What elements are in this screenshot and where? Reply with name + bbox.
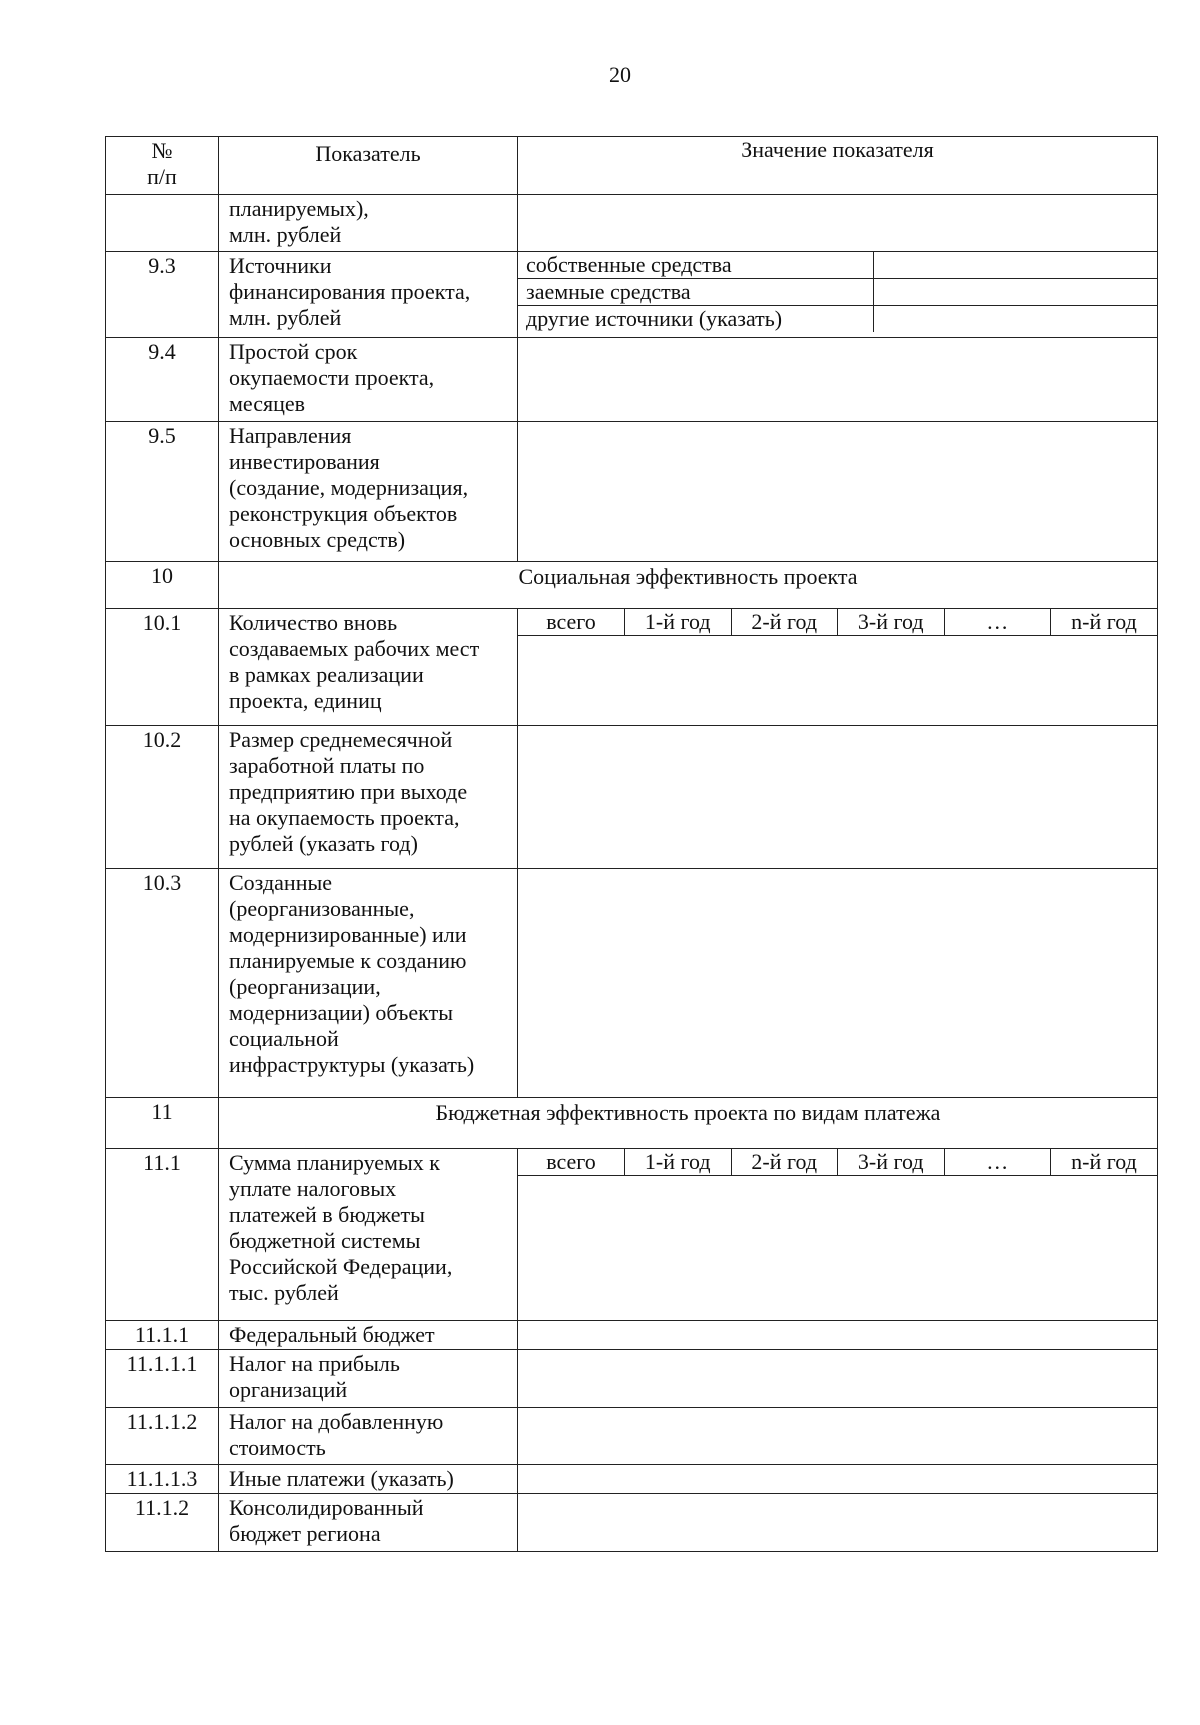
row-indicator: Направления инвестирования (создание, модернизация, реконструкция объектов основных средств) — [219, 422, 518, 562]
row-num: 11.1.1 — [106, 1321, 219, 1350]
row-num: 9.3 — [106, 252, 219, 338]
row-indicator: Простой срок окупаемости проекта, месяцев — [219, 338, 518, 422]
row-num: 10 — [106, 562, 219, 609]
section-row — [106, 1098, 1158, 1149]
table-row — [106, 338, 1158, 422]
yearly-values — [518, 1350, 1158, 1408]
year-header-1: 1-й год — [625, 1149, 732, 1175]
year-header-n: n-й год — [1051, 609, 1158, 635]
value-cell — [518, 635, 625, 636]
page-number: 20 — [609, 62, 631, 87]
row-indicator: Консолидированный бюджет региона — [219, 1494, 518, 1552]
table-row — [106, 1350, 1158, 1408]
row-num: 11 — [106, 1098, 219, 1149]
indicators-table — [105, 136, 1158, 1552]
table-row — [106, 195, 1158, 252]
year-header-3: 3-й год — [838, 609, 945, 635]
yearly-values — [518, 609, 1158, 726]
table-row — [106, 1321, 1158, 1350]
value-cell — [873, 278, 1157, 305]
year-header-2: 2-й год — [731, 1149, 838, 1175]
value-cell — [518, 869, 1158, 1098]
row-num — [106, 195, 219, 252]
year-header-n: n-й год — [1051, 1149, 1158, 1175]
year-header-2: 2-й год — [731, 609, 838, 635]
section-row — [106, 562, 1158, 609]
row-num: 10.3 — [106, 869, 219, 1098]
row-num: 11.1.1.3 — [106, 1465, 219, 1494]
yearly-values — [518, 1465, 1158, 1494]
year-header-ellipsis: … — [944, 609, 1051, 635]
value-cell — [873, 305, 1157, 331]
row-indicator: Налог на прибыль организаций — [219, 1350, 518, 1408]
row-indicator: планируемых), млн. рублей — [219, 195, 518, 252]
value-cell — [518, 726, 1158, 869]
value-cell — [1051, 635, 1158, 636]
value-cell — [518, 1175, 625, 1176]
source-label: другие источники (указать) — [518, 305, 873, 331]
row-num: 10.1 — [106, 609, 219, 726]
source-label: собственные средства — [518, 252, 873, 278]
table-row — [106, 422, 1158, 562]
row-indicator: Налог на добавленную стоимость — [219, 1408, 518, 1465]
row-indicator: Размер среднемесячной заработной платы по предприятию при выходе на окупаемость проекта, рублей (указать год) — [219, 726, 518, 869]
year-header-3: 3-й год — [838, 1149, 945, 1175]
table-row — [106, 869, 1158, 1098]
row-indicator: Источники финансирования проекта, млн. рублей — [219, 252, 518, 338]
section-title: Социальная эффективность проекта — [219, 562, 1158, 609]
yearly-values — [518, 1408, 1158, 1465]
header-indicator: Показатель — [219, 137, 518, 195]
source-label: заемные средства — [518, 278, 873, 305]
table-row — [106, 726, 1158, 869]
section-title: Бюджетная эффективность проекта по видам платежа — [219, 1098, 1158, 1149]
value-cell — [518, 422, 1158, 562]
yearly-values — [518, 1494, 1158, 1552]
header-num: № п/п — [106, 137, 219, 195]
table-row — [106, 1149, 1158, 1321]
table-row — [106, 252, 1158, 338]
row-num: 9.5 — [106, 422, 219, 562]
year-header-1: 1-й год — [625, 609, 732, 635]
table-header-row — [106, 137, 1158, 195]
row-indicator: Созданные (реорганизованные, модернизированные) или планируемые к созданию (реорганизации, модернизации) объекты социальной инфраструктуры (указать) — [219, 869, 518, 1098]
yearly-values — [518, 1149, 1158, 1321]
value-cell — [838, 1175, 945, 1176]
value-cells — [518, 195, 1158, 252]
value-cell — [518, 338, 1158, 422]
year-header-total: всего — [518, 609, 625, 635]
funding-sources — [518, 252, 1158, 338]
row-indicator: Федеральный бюджет — [219, 1321, 518, 1350]
value-cell — [731, 1175, 838, 1176]
value-cell — [944, 635, 1051, 636]
row-num: 11.1.2 — [106, 1494, 219, 1552]
value-cell — [944, 1175, 1051, 1176]
year-header-ellipsis: … — [944, 1149, 1051, 1175]
value-cell — [1051, 1175, 1158, 1176]
value-cell — [625, 1175, 732, 1176]
value-cell — [873, 252, 1157, 278]
table-row — [106, 1408, 1158, 1465]
value-cell — [731, 635, 838, 636]
row-num: 9.4 — [106, 338, 219, 422]
row-num: 10.2 — [106, 726, 219, 869]
table-row — [106, 1494, 1158, 1552]
table-row — [106, 1465, 1158, 1494]
row-num: 11.1 — [106, 1149, 219, 1321]
header-value: Значение показателя — [518, 137, 1158, 195]
yearly-values — [518, 1321, 1158, 1350]
row-indicator: Иные платежи (указать) — [219, 1465, 518, 1494]
year-header-total: всего — [518, 1149, 625, 1175]
table-row — [106, 609, 1158, 726]
row-num: 11.1.1.2 — [106, 1408, 219, 1465]
value-cell — [625, 635, 732, 636]
row-indicator: Количество вновь создаваемых рабочих мест в рамках реализации проекта, единиц — [219, 609, 518, 726]
row-indicator: Сумма планируемых к уплате налоговых платежей в бюджеты бюджетной системы Российской Федерации, тыс. рублей — [219, 1149, 518, 1321]
row-num: 11.1.1.1 — [106, 1350, 219, 1408]
value-cell — [838, 635, 945, 636]
